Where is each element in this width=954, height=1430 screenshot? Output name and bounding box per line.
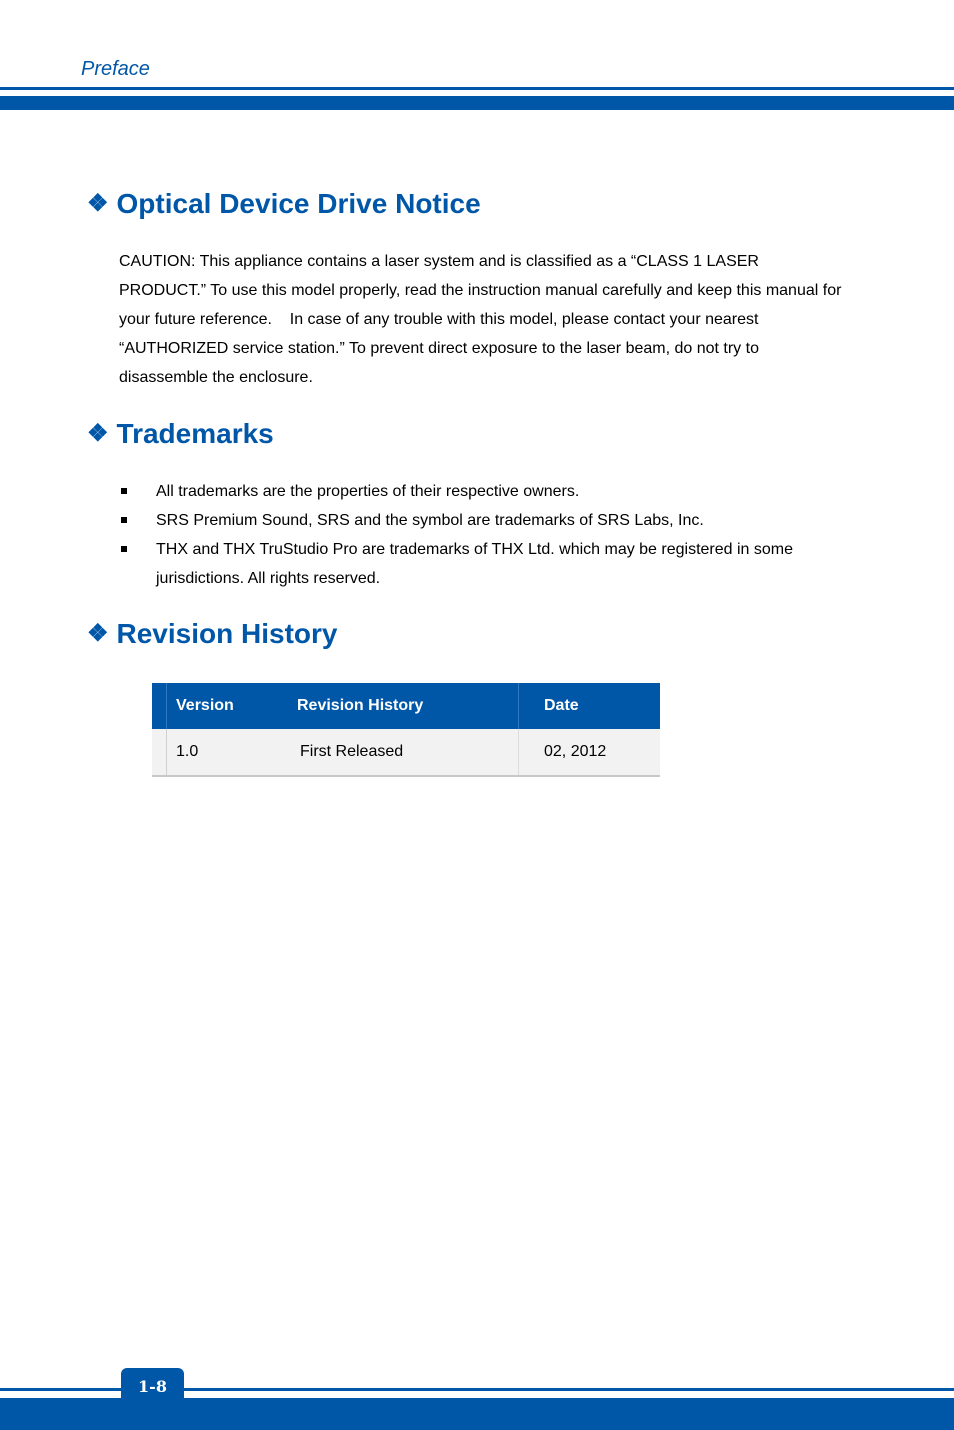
page-number: 1-8 (138, 1376, 167, 1396)
column-header-revision: Revision History (297, 683, 519, 729)
header-rule (0, 87, 954, 90)
square-bullet-icon (121, 517, 127, 523)
trademarks-list (119, 477, 844, 593)
column-header-version: Version (167, 683, 298, 729)
revision-history-table (152, 683, 660, 777)
diamond-cluster-icon: ❖ (87, 420, 109, 447)
table-row (152, 729, 660, 776)
diamond-cluster-icon: ❖ (87, 620, 109, 647)
section-title: Optical Device Drive Notice (116, 188, 481, 219)
list-item (119, 506, 844, 535)
section-heading-trademarks (87, 418, 274, 450)
header-bar (0, 96, 954, 110)
square-bullet-icon (121, 546, 127, 552)
diamond-cluster-icon: ❖ (87, 190, 109, 217)
cell-revision: First Released (297, 729, 519, 776)
list-item-text: SRS Premium Sound, SRS and the symbol are trademarks of SRS Labs, Inc. (156, 512, 704, 529)
table-gutter (152, 683, 167, 729)
list-item-text: All trademarks are the properties of their respective owners. (156, 483, 580, 500)
table-header-row (152, 683, 660, 729)
section-title: Trademarks (116, 418, 274, 449)
table-gutter (152, 729, 167, 776)
list-item (119, 477, 844, 506)
square-bullet-icon (121, 488, 127, 494)
section-heading-revision (87, 618, 337, 650)
cell-date: 02, 2012 (519, 729, 661, 776)
list-item (119, 535, 844, 593)
section-heading-optical (87, 188, 481, 220)
column-header-date: Date (519, 683, 661, 729)
list-item-text: THX and THX TruStudio Pro are trademarks of THX Ltd. which may be registered in some jurisdictions. All rights reserved. (156, 541, 794, 587)
section-title: Revision History (116, 618, 338, 649)
cell-version: 1.0 (167, 729, 298, 776)
page-number-tab (121, 1368, 184, 1404)
header-title: Preface (81, 58, 150, 80)
optical-notice-paragraph: CAUTION: This appliance contains a laser system and is classified as a “CLASS 1 LASER PRODUCT.” To use this model properly, read the instruction manual carefully and keep this manual for your future reference. In case of any trouble with this model, please contact your nearest “AUTHORIZED service station.” To prevent direct exposure to the laser beam, do not try to disassemble the enclosure. (119, 253, 842, 386)
